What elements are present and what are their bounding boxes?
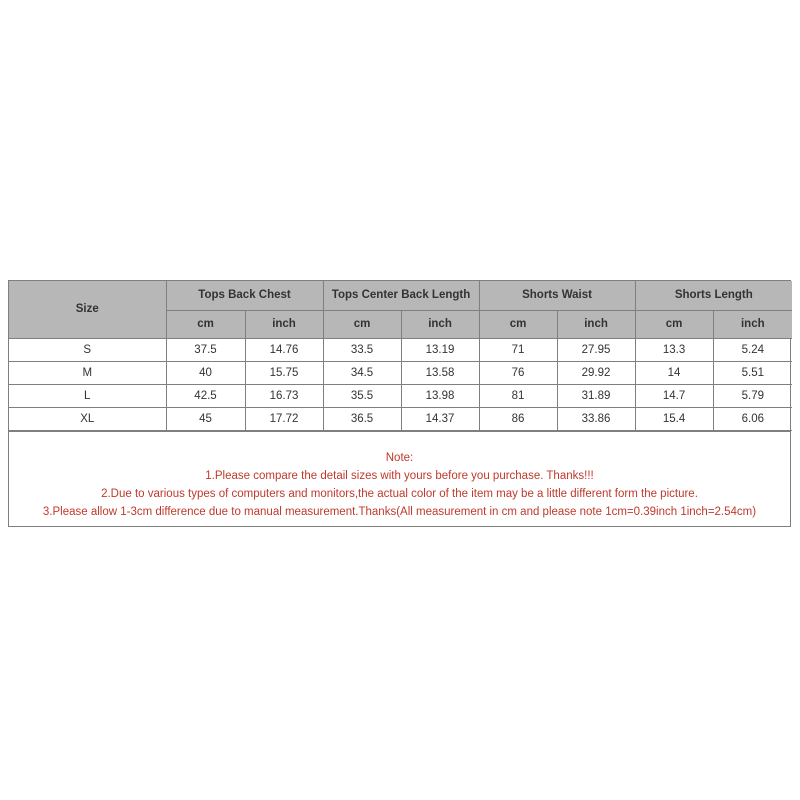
table-cell: 40 [166,361,245,384]
unit-header: cm [323,310,401,338]
table-cell: 42.5 [166,384,245,407]
note-line: 1.Please compare the detail sizes with yours before you purchase. Thanks!!! [205,469,594,482]
size-cell: XL [9,407,166,430]
note-section [9,431,790,526]
group-header: Tops Center Back Length [323,281,479,310]
table-cell: 36.5 [323,407,401,430]
table-cell: 71 [479,338,557,361]
group-header: Shorts Length [635,281,792,310]
group-header: Tops Back Chest [166,281,323,310]
size-chart [8,280,791,527]
size-table [9,281,792,431]
unit-header: inch [713,310,792,338]
table-cell: 13.19 [401,338,479,361]
table-cell: 45 [166,407,245,430]
table-cell: 5.51 [713,361,792,384]
table-cell: 13.58 [401,361,479,384]
unit-header: cm [166,310,245,338]
table-cell: 13.98 [401,384,479,407]
unit-header: cm [479,310,557,338]
table-cell: 35.5 [323,384,401,407]
table-cell: 15.4 [635,407,713,430]
table-cell: 5.24 [713,338,792,361]
table-header-row [9,281,792,310]
unit-header: inch [245,310,323,338]
size-cell: M [9,361,166,384]
table-cell: 86 [479,407,557,430]
unit-header: inch [401,310,479,338]
table-cell: 17.72 [245,407,323,430]
note-line: 3.Please allow 1-3cm difference due to manual measurement.Thanks(All measurement in cm and please note 1cm=0.39inch 1inch=2.54cm) [42,505,757,518]
table-cell: 34.5 [323,361,401,384]
table-row [9,407,792,430]
table-cell: 6.06 [713,407,792,430]
table-cell: 27.95 [557,338,635,361]
table-cell: 31.89 [557,384,635,407]
table-cell: 14.37 [401,407,479,430]
size-cell: L [9,384,166,407]
table-cell: 14.7 [635,384,713,407]
size-header: Size [9,281,166,338]
table-row [9,384,792,407]
table-row [9,361,792,384]
unit-header: cm [635,310,713,338]
size-cell: S [9,338,166,361]
table-cell: 5.79 [713,384,792,407]
group-header: Shorts Waist [479,281,635,310]
note-line: 2.Due to various types of computers and monitors,the actual color of the item may be a little different form the picture. [101,487,698,500]
table-cell: 81 [479,384,557,407]
table-cell: 13.3 [635,338,713,361]
table-cell: 16.73 [245,384,323,407]
table-cell: 14 [635,361,713,384]
table-cell: 29.92 [557,361,635,384]
table-cell: 14.76 [245,338,323,361]
table-row [9,338,792,361]
table-cell: 15.75 [245,361,323,384]
table-cell: 76 [479,361,557,384]
table-cell: 37.5 [166,338,245,361]
table-cell: 33.86 [557,407,635,430]
note-title: Note: [385,451,414,464]
unit-header: inch [557,310,635,338]
table-cell: 33.5 [323,338,401,361]
